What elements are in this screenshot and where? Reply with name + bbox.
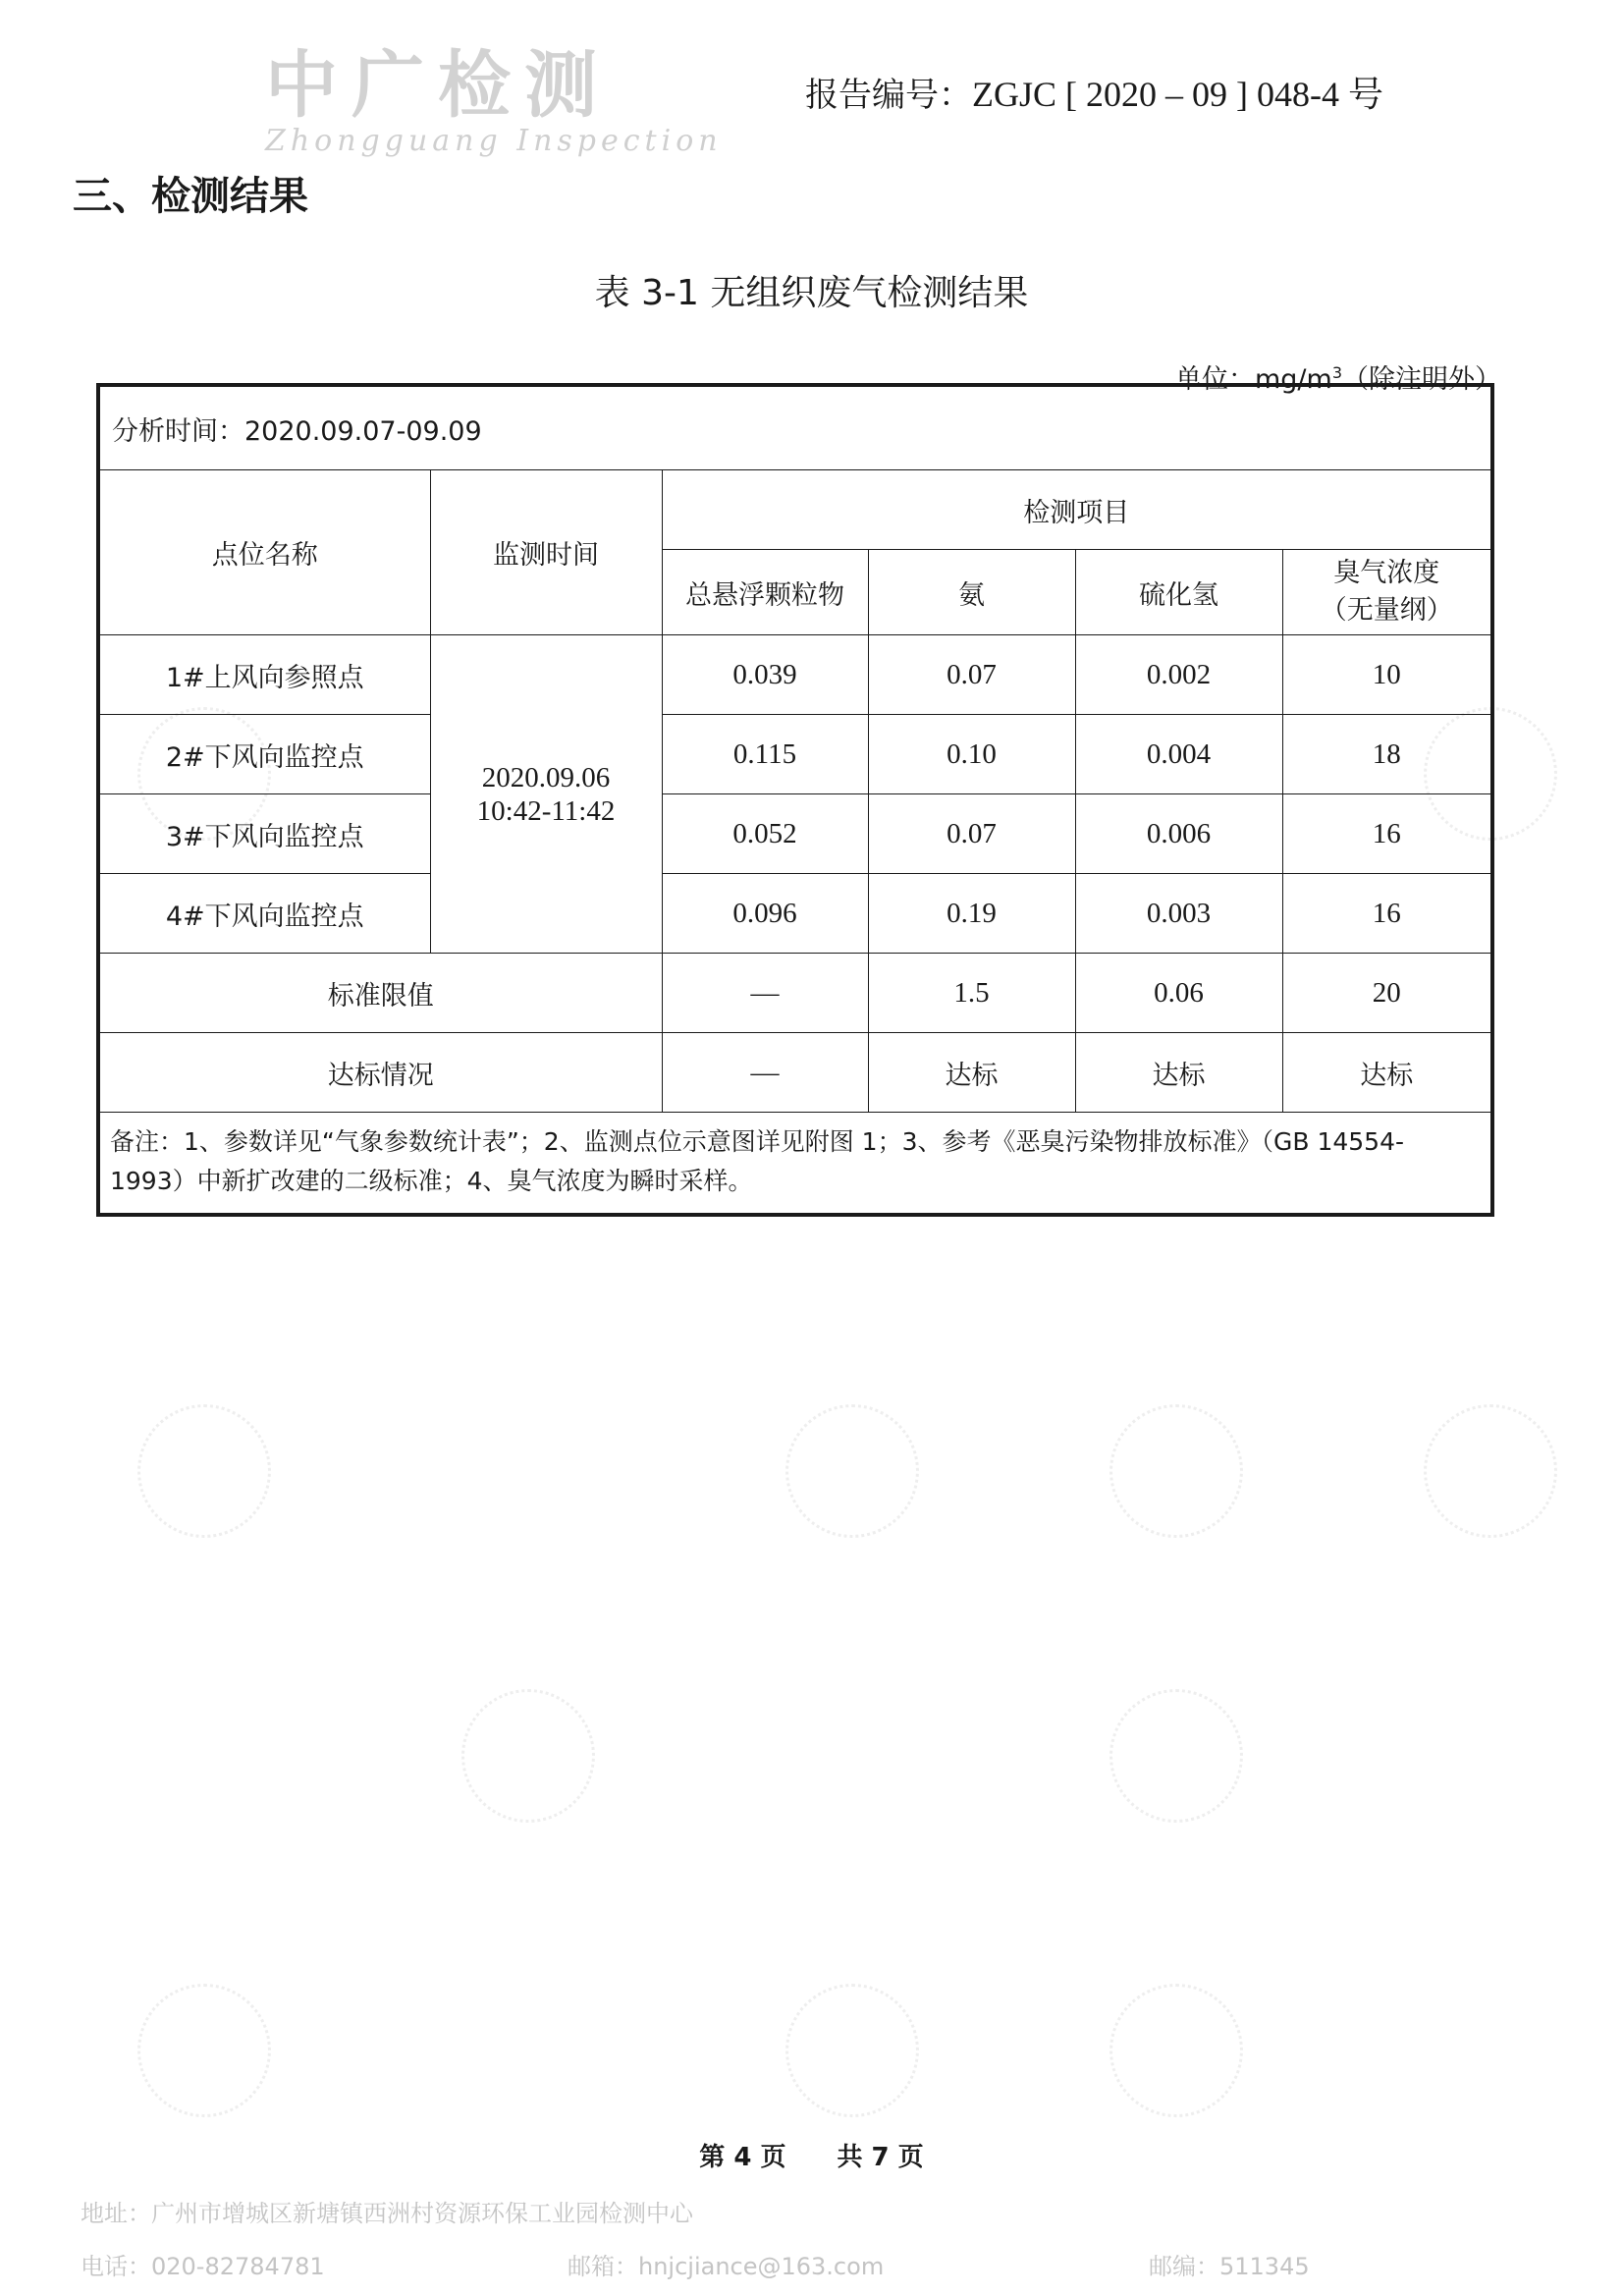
- standard-row: [100, 954, 1490, 1033]
- nh3-value: 0.07: [868, 794, 1075, 874]
- standard-h2s: 0.06: [1075, 954, 1282, 1033]
- table-note: 备注：1、参数详见“气象参数统计表”；2、监测点位示意图详见附图 1；3、参考《恶臭污染物排放标准》（GB 14554-1993）中新扩改建的二级标准；4、臭气浓度为瞬时采样。: [100, 1113, 1490, 1214]
- watermark-stamp: [1109, 1984, 1243, 2117]
- nh3-value: 0.07: [868, 635, 1075, 715]
- footer-email: 邮箱：hnjcjiance@163.com: [568, 2253, 885, 2280]
- compliance-label: 达标情况: [100, 1033, 662, 1113]
- header-items-group: 检测项目: [662, 470, 1490, 550]
- compliance-h2s: 达标: [1075, 1033, 1282, 1113]
- h2s-value: 0.003: [1075, 874, 1282, 954]
- watermark-stamp: [461, 1689, 595, 1823]
- section-title: 三、检测结果: [73, 174, 308, 219]
- point-name: 1#上风向参照点: [100, 635, 430, 715]
- monitor-time-cell: [430, 635, 662, 954]
- h2s-value: 0.006: [1075, 794, 1282, 874]
- point-name: 3#下风向监控点: [100, 794, 430, 874]
- tsp-value: 0.039: [662, 635, 868, 715]
- tsp-value: 0.096: [662, 874, 868, 954]
- footer-phone: 电话：020-82784781: [81, 2253, 325, 2280]
- watermark-stamp: [1109, 1404, 1243, 1538]
- watermark-stamp: [137, 1404, 271, 1538]
- watermark-stamp: [137, 1984, 271, 2117]
- logo-cn: 中广检测: [265, 43, 611, 128]
- footer-address: 地址：广州市增城区新塘镇西洲村资源环保工业园检测中心: [81, 2200, 693, 2227]
- watermark-stamp: [785, 1404, 919, 1538]
- table-row: [100, 874, 1490, 954]
- compliance-tsp: —: [662, 1033, 868, 1113]
- watermark-stamp: [1424, 1404, 1557, 1538]
- watermark-stamp: [785, 1984, 919, 2117]
- page-number: 第 4 页 共 7 页: [699, 2143, 924, 2172]
- tsp-value: 0.115: [662, 715, 868, 794]
- logo-en: Zhongguang Inspection: [265, 124, 723, 158]
- standard-odor: 20: [1282, 954, 1490, 1033]
- compliance-odor: 达标: [1282, 1033, 1490, 1113]
- table-row: [100, 794, 1490, 874]
- report-number-value: ZGJC [ 2020 – 09 ] 048-4 号: [972, 75, 1383, 114]
- unit-suffix: （除注明外）: [1342, 364, 1501, 395]
- results-table: [96, 383, 1494, 1217]
- standard-nh3: 1.5: [868, 954, 1075, 1033]
- header-odor-unit: （无量纲）: [1320, 595, 1453, 626]
- odor-value: 16: [1282, 874, 1490, 954]
- header-odor: [1282, 550, 1490, 635]
- standard-label: 标准限值: [100, 954, 662, 1033]
- header-tsp: 总悬浮颗粒物: [662, 550, 868, 635]
- nh3-value: 0.19: [868, 874, 1075, 954]
- compliance-row: [100, 1033, 1490, 1113]
- odor-value: 10: [1282, 635, 1490, 715]
- h2s-value: 0.004: [1075, 715, 1282, 794]
- monitor-period: 10:42-11:42: [476, 794, 616, 827]
- monitor-date: 2020.09.06: [481, 761, 611, 793]
- header-monitor-time: 监测时间: [430, 470, 662, 635]
- h2s-value: 0.002: [1075, 635, 1282, 715]
- report-number: [805, 67, 1383, 117]
- standard-tsp: —: [662, 954, 868, 1033]
- odor-value: 18: [1282, 715, 1490, 794]
- table-row: [100, 635, 1490, 715]
- unit-superscript: 3: [1331, 363, 1342, 382]
- tsp-value: 0.052: [662, 794, 868, 874]
- table-title: 表 3-1 无组织废气检测结果: [594, 273, 1029, 313]
- unit-prefix: 单位：mg/m: [1174, 364, 1332, 395]
- nh3-value: 0.10: [868, 715, 1075, 794]
- point-name: 4#下风向监控点: [100, 874, 430, 954]
- compliance-nh3: 达标: [868, 1033, 1075, 1113]
- header-point-name: 点位名称: [100, 470, 430, 635]
- point-name: 2#下风向监控点: [100, 715, 430, 794]
- header-nh3: 氨: [868, 550, 1075, 635]
- header-odor-label: 臭气浓度: [1333, 558, 1440, 588]
- footer-postcode: 邮编：511345: [1149, 2253, 1310, 2280]
- company-logo-watermark: [265, 43, 723, 158]
- header-h2s: 硫化氢: [1075, 550, 1282, 635]
- analysis-time: 分析时间：2020.09.07-09.09: [100, 387, 1490, 470]
- odor-value: 16: [1282, 794, 1490, 874]
- report-number-label: 报告编号：: [805, 76, 972, 115]
- table-row: [100, 715, 1490, 794]
- watermark-stamp: [1109, 1689, 1243, 1823]
